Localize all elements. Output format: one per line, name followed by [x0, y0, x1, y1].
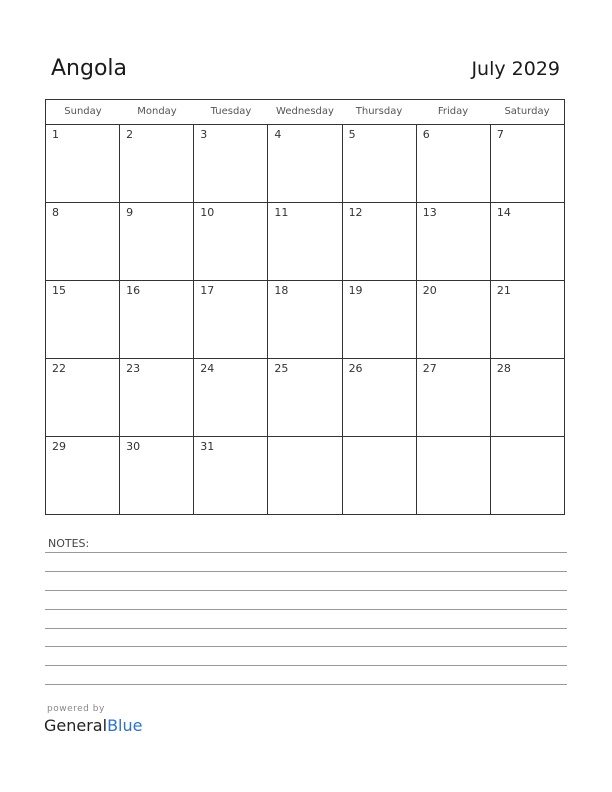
day-cell: 17 — [194, 281, 268, 358]
notes-line — [45, 665, 567, 666]
week-row-4 — [46, 359, 564, 437]
day-cell: 30 — [120, 437, 194, 514]
day-cell: 14 — [496, 206, 511, 219]
notes-line — [45, 609, 567, 610]
day-cell: 13 — [417, 203, 491, 280]
day-cell: 29 — [46, 437, 120, 514]
day-cell — [491, 437, 564, 514]
day-cell: 7 — [496, 128, 504, 141]
day-cell: 19 — [343, 281, 417, 358]
day-cell: 22 — [46, 359, 120, 436]
day-cell: 24 — [194, 359, 268, 436]
notes-line — [45, 628, 567, 629]
day-cell: 4 — [268, 125, 342, 202]
day-cell: 8 — [46, 203, 120, 280]
week-row-2 — [46, 203, 564, 281]
weekday-sunday: Sunday — [64, 106, 102, 117]
day-cell — [417, 437, 491, 514]
weekday-thursday: Thursday — [355, 106, 403, 117]
day-cell: 11 — [268, 203, 342, 280]
day-cell: 26 — [343, 359, 417, 436]
day-cell: 15 — [46, 281, 120, 358]
generalblue-logo[interactable] — [44, 716, 142, 735]
day-cell: 12 — [343, 203, 417, 280]
day-cell: 25 — [268, 359, 342, 436]
notes-line — [45, 590, 567, 591]
day-cell: 1 — [46, 125, 120, 202]
weekday-monday: Monday — [137, 106, 177, 117]
day-cell: 28 — [496, 362, 511, 375]
day-cell: 21 — [496, 284, 511, 297]
country-title: Angola — [51, 56, 128, 81]
notes-line — [45, 646, 567, 647]
weekday-tuesday: Tuesday — [210, 106, 252, 117]
weekday-wednesday: Wednesday — [276, 106, 334, 117]
day-cell: 16 — [120, 281, 194, 358]
day-cell: 6 — [417, 125, 491, 202]
day-cell: 2 — [120, 125, 194, 202]
day-cell: 10 — [194, 203, 268, 280]
day-cell: 23 — [120, 359, 194, 436]
month-title: July 2029 — [471, 58, 560, 80]
day-cell: 9 — [120, 203, 194, 280]
powered-by-text: powered by — [47, 704, 105, 714]
calendar-grid — [45, 99, 565, 515]
week-row-5 — [46, 437, 564, 514]
day-cell: 3 — [194, 125, 268, 202]
day-cell — [343, 437, 417, 514]
weekday-header — [46, 100, 564, 125]
weekday-saturday: Saturday — [504, 106, 550, 117]
day-cell: 5 — [343, 125, 417, 202]
day-cell — [268, 437, 342, 514]
day-cell: 18 — [268, 281, 342, 358]
brand-general: General — [44, 716, 108, 735]
day-cell: 31 — [194, 437, 268, 514]
brand-blue: Blue — [107, 716, 143, 735]
notes-label: NOTES: — [48, 537, 90, 550]
week-row-1 — [46, 125, 564, 203]
notes-line — [45, 684, 567, 685]
notes-line — [45, 552, 567, 553]
day-cell: 27 — [417, 359, 491, 436]
notes-line — [45, 571, 567, 572]
weekday-friday: Friday — [437, 106, 469, 117]
week-row-3 — [46, 281, 564, 359]
day-cell: 20 — [417, 281, 491, 358]
